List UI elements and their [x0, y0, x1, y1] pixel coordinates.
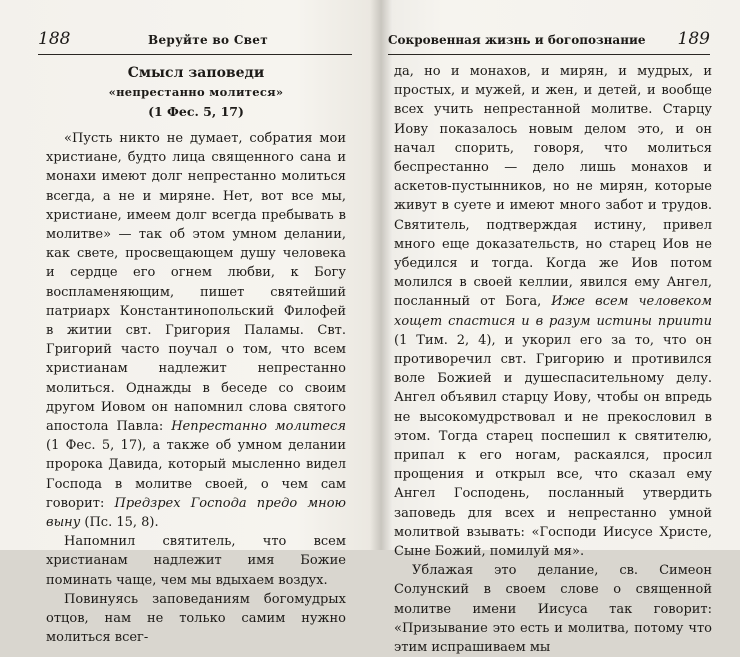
- text-run: (Пс. 15, 8).: [80, 515, 159, 531]
- right-paragraph-2: Ублажая это делание, св. Симеон Солунский в своем слове о священной молитве имени Иисуса так говорит: «Призывание это есть и молитва, потому что этим испрашиваем мы: [394, 563, 712, 656]
- left-page-body: [46, 64, 346, 647]
- text-run: да, но и монахов, и мирян, и мудрых, и простых, и мужей, и жен, и детей, и вообще всех учить непрестанной молитве. Старцу Иову показалось новым делом это, и он начал спорить, говоря, что молиться беспрестанно — дело лишь монахов и аскетов-пустынников, но не мирян, которые живут в суете и имеют много забот и трудов. Святитель, подтверждая истину, привел много еще доказательств, но старец Иов не убедился и тогда. Когда же Иов потом молился в своей келлии, явился ему Ангел, посланный от Бога,: [394, 64, 712, 310]
- left-running-head: Веруйте во Свет: [148, 33, 268, 47]
- section-reference: (1 Фес. 5, 17): [148, 104, 244, 119]
- text-run: «Пусть никто не думает, собратия мои христиане, будто лица священного сана и монахи имеют долг непрестанно молиться всегда, а не и миряне. Нет, вот все мы, христиане, имеем долг всегда пребывать в молитве» — так об этом умном делании, как свете, просвещающем душу человека и сердце его огнем любви, к Богу воспламеняющим, пишет святейший патриарх Константинопольский Филофей в житии свт. Григория Паламы. Свт. Григорий часто поучал о том, что всем христианам надлежит непрестанно молиться. Однажды в беседе со своим другом Иовом он напомнил слова святого апостола Павла:: [46, 131, 346, 435]
- right-page-header: [388, 28, 710, 52]
- left-paragraph-3: Повинуясь заповеданиям богомудрых отцов, нам не только самим нужно молиться всег-: [46, 591, 346, 646]
- section-subtitle: «непрестанно молитеся»: [108, 85, 284, 99]
- section-title: Смысл заповеди: [127, 65, 265, 81]
- left-paragraph-1: [46, 129, 346, 532]
- left-page-header: [38, 28, 352, 52]
- scripture-quote: Предзрех Господа предо мною выну: [46, 495, 346, 531]
- left-page: [0, 0, 372, 646]
- scripture-quote: Непрестанно молитеся: [171, 419, 346, 435]
- right-page-number: 189: [677, 29, 710, 49]
- text-run: (1 Фес. 5, 17), а также об умном делании пророка Давида, который мысленно видел Господа в молитве своей, о чем сам говорит:: [46, 438, 346, 511]
- left-header-rule: [38, 54, 352, 55]
- right-header-rule: [388, 54, 710, 55]
- right-paragraph-1: [394, 62, 712, 561]
- right-running-head: Сокровенная жизнь и богопознание: [388, 33, 646, 47]
- left-paragraph-2: Напомнил святитель, что всем христианам надлежит имя Божие поминать чаще, чем мы вдыхаем воздух.: [46, 534, 346, 588]
- left-page-number: 188: [38, 29, 71, 49]
- right-page-body: [394, 62, 712, 657]
- scripture-quote: Иже всем человеком хощет спастися и в разум истины приити: [394, 294, 712, 329]
- right-page: [372, 0, 740, 656]
- text-run: (1 Тим. 2, 4), и укорил его за то, что он противоречил свт. Григорию и противился воле Божией и душеспасительному делу. Ангел объявил старцу Иову, чтобы он впредь не высокомудрствовал и не прекословил в этом. Тогда старец поспешил к святителю, припал к его ногам, раскаялся, просил прощения и открыл все, что сказал ему Ангел Господень, посланный утвердить заповедь для всех и непрестанно умной молитвой взывать: «Господи Иисусе Христе, Сыне Божий, помилуй мя».: [394, 332, 712, 560]
